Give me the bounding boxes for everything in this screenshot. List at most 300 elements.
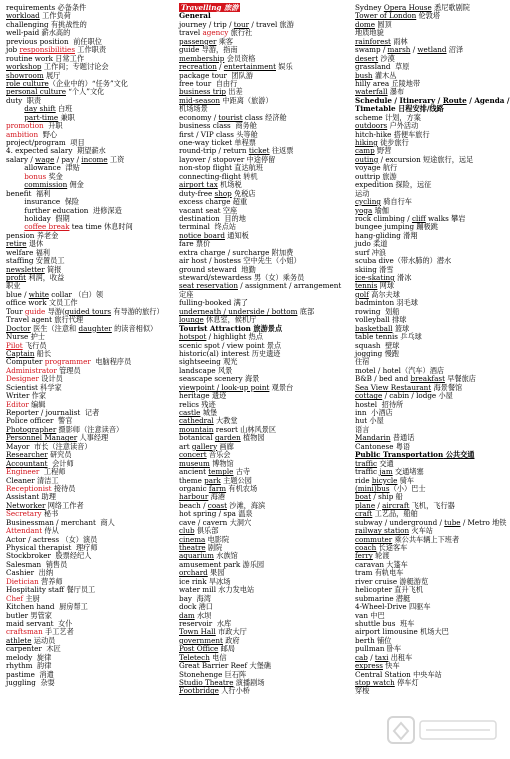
- vocab-text: 电脑程序员: [90, 357, 132, 367]
- vocab-text: breakfast: [410, 374, 445, 384]
- vocab-text: 海景餐馆: [431, 382, 463, 392]
- vocab-text: 机场税: [217, 180, 242, 190]
- vocab-text: insurance 保险: [6, 197, 80, 207]
- vocab-text: volleyball 排球: [355, 315, 407, 325]
- vocab-text: 退休: [26, 239, 44, 249]
- vocab-text: 大教堂: [213, 416, 238, 426]
- vocab-text: 奖金: [46, 171, 63, 181]
- vocab-text: jam: [379, 467, 393, 477]
- vocab-text: workshop: [6, 62, 42, 72]
- vocab-text: caravan 大篷车: [355, 559, 408, 569]
- vocab-text: (mini)bus: [355, 483, 390, 493]
- vocab-text: grassland 草原: [355, 62, 410, 72]
- vocab-text: 演播剧场: [233, 678, 265, 687]
- vocab-text: Cashier 出纳: [6, 568, 54, 578]
- vocab-text: tour: [233, 19, 250, 29]
- vocab-text: Opera House: [383, 3, 432, 12]
- vocab-text: promotion: [6, 121, 44, 131]
- vocab-text: amusement park 游乐园: [179, 559, 265, 569]
- vocab-text: Great Barrier Reef 大堡礁: [179, 661, 272, 671]
- vocab-line: [179, 687, 341, 695]
- vocab-text: package tour 团队游: [179, 70, 254, 80]
- vocab-text: 日程安排/线路: [395, 104, 444, 114]
- vocab-text: shuttle bus 班车: [355, 618, 415, 628]
- vocab-text: mountain: [179, 424, 214, 434]
- vocab-text: 电信: [209, 652, 227, 662]
- vocab-text: temple: [208, 467, 234, 477]
- vocab-text: ice rink 旱冰场: [179, 576, 231, 586]
- vocab-text: / ship 船: [371, 492, 403, 502]
- vocab-text: 野心: [38, 129, 58, 139]
- vocab-text: commuter: [355, 534, 393, 544]
- vocab-line: [355, 181, 505, 189]
- vocab-text: 火车站: [409, 526, 433, 536]
- vocab-text: requirements 必备条件: [6, 3, 87, 12]
- vocab-text: swamp /: [355, 45, 388, 55]
- vocab-text: 骑车: [397, 475, 415, 485]
- vocab-text: routine work 日常工作: [6, 53, 85, 63]
- vocab-text: cinema: [179, 534, 206, 544]
- vocab-text: surf 冲浪: [355, 247, 387, 257]
- vocab-text: Businessman / merchant 商人: [6, 517, 115, 527]
- vocab-text: / pay /: [54, 154, 82, 164]
- vocab-text: excess charge 超重: [179, 197, 248, 207]
- vocab-text: 4. expected salary 期望薪水: [6, 146, 106, 156]
- vocab-text: Attendant: [6, 526, 43, 536]
- vocab-text: motel / hotel（汽车）酒店: [355, 365, 445, 375]
- vocab-text: 公共交通: [443, 450, 475, 460]
- vocab-text: 工程师: [39, 467, 66, 477]
- vocab-text: helicopter 直升飞机: [355, 585, 424, 595]
- vocab-text: Footbridge: [179, 686, 219, 696]
- vocab-text: scenic spot / view point 景点: [179, 340, 282, 350]
- vocab-text: 休息室，候机厅: [203, 315, 257, 325]
- vocab-text: 研究员: [47, 450, 72, 460]
- vocab-text: steward/stewardess 男（女）乘务员: [179, 273, 305, 282]
- vocab-text: ancient: [179, 467, 209, 477]
- vocab-text: passenger: [179, 36, 217, 46]
- vocab-text: Hospitality staff 餐厅员工: [6, 585, 96, 595]
- vocab-text: hot spring / spa 温泉: [179, 509, 253, 519]
- vocab-text: Cantonese 粤语: [355, 441, 411, 451]
- vocab-text: challenging 有挑战性的: [6, 19, 87, 29]
- vocab-text: day shift: [24, 104, 56, 114]
- vocab-text: 旅行社: [228, 28, 253, 38]
- vocab-text: craft: [355, 509, 373, 519]
- vocab-text: van 中巴: [355, 610, 385, 620]
- vocab-text: 政府: [222, 635, 240, 645]
- vocab-text: /: [375, 500, 383, 510]
- vocab-text: Public Transportation: [355, 450, 444, 460]
- vocab-text: Travel agent 旅行代理: [6, 315, 84, 325]
- vocab-text: Designer: [6, 374, 39, 384]
- watermark-logo: [386, 711, 501, 751]
- vocab-text: business trip: [179, 87, 226, 97]
- vocab-text: aquarium: [179, 551, 214, 561]
- vocab-text: journey / trip /: [179, 19, 234, 29]
- vocab-text: further education 进修深造: [6, 205, 122, 215]
- vocab-text: 交通: [377, 458, 394, 468]
- vocab-text: allowance 津贴: [6, 163, 80, 173]
- vocab-text: newsletter: [6, 264, 45, 274]
- vocab-text: terminal 终点站: [179, 222, 237, 232]
- vocab-text: 展厅: [43, 70, 61, 80]
- vocab-text: squash 壁球: [355, 340, 400, 350]
- vocab-text: / highlight 热点: [206, 332, 263, 342]
- vocab-text: 水族馆: [213, 551, 238, 561]
- vocab-text: cab: [355, 652, 368, 662]
- vocab-text: Sea View Restaurant: [355, 382, 432, 392]
- vocab-text: pullman 卧车: [355, 644, 402, 654]
- vocab-text: outtrip 旅游: [355, 171, 397, 181]
- vocab-text: 高尔夫球: [368, 289, 400, 299]
- vocab-text: 剧院: [205, 543, 223, 552]
- vocab-text: Tower of London: [355, 11, 417, 21]
- vocab-text: extra charge / surcharge 附加费: [179, 247, 294, 257]
- vocab-text: （小）巴士: [389, 483, 426, 493]
- vocab-text: outing: [355, 154, 379, 164]
- vocab-text: yoga: [355, 205, 373, 215]
- vocab-text: guided tours: [64, 306, 112, 316]
- vocab-text: 简报: [44, 264, 62, 274]
- vocab-text: reservoir 水库: [179, 618, 232, 628]
- vocab-text: well-paid 薪水高的: [6, 28, 71, 38]
- vocab-text: heritage 遗迹: [179, 391, 227, 401]
- vocab-text: Doctor: [6, 323, 31, 333]
- vocab-text: 篮球: [392, 323, 410, 333]
- vocab-text: park: [204, 475, 221, 485]
- vocab-text: fulling-booked 满了: [179, 298, 248, 308]
- vocab-text: / excursion 短途旅行，远足: [378, 154, 474, 164]
- vocab-text: 灌木丛: [372, 70, 397, 80]
- vocab-text: Sydney: [355, 3, 384, 12]
- vocab-text: 机场场景: [179, 104, 208, 114]
- vocab-text: camp: [355, 146, 375, 156]
- vocab-text: plane: [355, 500, 376, 510]
- vocab-text: cottage: [355, 391, 383, 401]
- vocab-text: 会计师: [47, 458, 74, 468]
- vocab-line: [355, 417, 505, 425]
- vocab-text: commission: [24, 180, 68, 190]
- vocab-text: 野营: [374, 146, 392, 156]
- vocab-text: 升职: [43, 121, 63, 131]
- vocab-text: subway / underground /: [355, 517, 445, 527]
- vocab-text: 雨林: [390, 36, 408, 46]
- vocab-text: lounge: [179, 315, 204, 325]
- vocab-text: holiday 假期: [6, 213, 70, 223]
- vocab-text: salary /: [6, 154, 36, 164]
- vocab-text: voyage 航行: [355, 163, 398, 173]
- vocab-text: layover / stopover 中途停留: [179, 154, 276, 164]
- vocab-text: Writer 作家: [6, 391, 47, 401]
- vocab-text: office work 文员工作: [6, 298, 78, 308]
- vocab-text: tea time 休息时间: [69, 222, 133, 232]
- vocab-text: railway station: [355, 526, 410, 536]
- vocab-text: agency: [202, 28, 229, 38]
- vocab-line: [355, 687, 505, 695]
- vocab-text: destination 目的地: [179, 213, 246, 223]
- vocab-text: rainforest: [355, 36, 391, 46]
- vocab-text: 有导游的旅行）: [111, 306, 164, 316]
- vocab-text: 往返票: [269, 146, 294, 156]
- vocab-text: 长途客车: [376, 543, 408, 552]
- vocab-text: 观景台: [269, 382, 294, 392]
- vocab-line: [355, 350, 505, 358]
- vocab-line: [355, 679, 505, 687]
- vocab-text: Teletech: [179, 652, 210, 662]
- vocab-text: coach: [355, 543, 377, 552]
- vocab-text: Reporter / journalist 记者: [6, 408, 100, 417]
- vocab-text: Nurse 护士: [6, 332, 45, 342]
- vocab-text: juggling 杂耍: [6, 678, 55, 687]
- vocab-line: [6, 274, 168, 282]
- vocab-text: 工作负荷: [39, 11, 71, 21]
- vocab-text: /: [216, 62, 224, 72]
- vocab-text: 早餐旅店: [444, 374, 476, 384]
- vocab-text: Receptionist: [6, 483, 52, 493]
- vocab-text: Kitchen hand 厨房帮工: [6, 602, 88, 612]
- vocab-text: hilly area 丘陵地带: [355, 78, 421, 88]
- vocab-text: stop watch: [355, 678, 395, 687]
- vocab-text: 骑自行车: [380, 197, 412, 207]
- vocab-text: Chef: [6, 593, 24, 603]
- vocab-text: responsibilities: [19, 45, 76, 55]
- vocab-text: job: [6, 45, 20, 55]
- vocab-text: museum: [179, 458, 210, 468]
- vocab-text: melody 旋律: [6, 652, 52, 662]
- vocab-text: （企业中的）“任务”文化: [48, 78, 128, 88]
- vocab-text: 滑冰: [394, 273, 412, 282]
- vocab-column-2: [179, 4, 341, 696]
- vocab-text: air host / hostess 空中先生（小姐）: [179, 256, 301, 266]
- vocab-text: bonus: [24, 171, 47, 181]
- vocab-text: one-way ticket 单程票: [179, 138, 256, 147]
- vocab-text: 乘客: [216, 36, 234, 46]
- vocab-text: tourist: [218, 112, 243, 122]
- vocab-text: 轮渡: [372, 551, 390, 561]
- vocab-text: non-stop flight 直达航班: [179, 163, 264, 173]
- vocab-text: tennis: [355, 281, 378, 291]
- vocab-column-3: [355, 3, 510, 696]
- vocab-text: previous position 前任职位: [6, 36, 102, 46]
- vocab-text: project/program 项目: [6, 138, 85, 147]
- vocab-text: 瑜伽: [372, 205, 389, 215]
- vocab-text: Administrator: [6, 365, 57, 375]
- vocab-text: Tour: [6, 306, 25, 316]
- vocab-text: castle: [179, 408, 201, 417]
- vocab-text: 4-Wheel-Drive 四驱车: [355, 602, 431, 612]
- vocab-text: Route: [442, 95, 467, 105]
- vocab-text: inn 小酒店: [355, 408, 393, 417]
- vocab-text: farm: [208, 483, 227, 493]
- vocab-text: wage: [35, 154, 55, 164]
- vocab-text: Networker: [6, 500, 46, 510]
- vocab-text: / cabin / lodge 小屋: [382, 391, 453, 401]
- vocab-text: Timetable: [355, 104, 396, 114]
- vocab-text: / Agenda /: [466, 95, 510, 105]
- vocab-text: rock climbing /: [355, 213, 412, 223]
- vocab-text: white: [28, 289, 50, 299]
- vocab-text: viewpoint / look-up point: [179, 382, 270, 392]
- vocab-text: airport limousine 机场大巴: [355, 627, 449, 637]
- vocab-text: theme: [179, 475, 205, 485]
- vocab-text: ambition: [6, 129, 39, 139]
- vocab-text: art: [179, 441, 192, 451]
- vocab-text: benefit 福利: [6, 188, 51, 198]
- vocab-text: 沼泽: [446, 45, 464, 55]
- vocab-text: Captain: [6, 348, 35, 358]
- vocab-text: Tourist Attraction: [179, 323, 251, 333]
- vocab-text: profit: [6, 273, 27, 282]
- vocab-text: cliff: [412, 213, 426, 223]
- vocab-text: 手工艺者: [42, 627, 74, 637]
- vocab-text: 有机农场: [226, 483, 258, 493]
- vocab-text: 海港: [208, 492, 226, 502]
- vocab-text: “个人”文化: [65, 87, 105, 97]
- vocab-text: 市政大厅: [215, 627, 247, 637]
- vocab-text: Editor: [6, 399, 29, 409]
- vocab-text: class 经济舱: [242, 112, 287, 122]
- vocab-text: 飞行员: [22, 340, 47, 350]
- vocab-text: 运动员: [31, 635, 56, 645]
- vocab-text: 住宿: [355, 357, 370, 367]
- vocab-text: ice-skating: [355, 273, 395, 282]
- vocab-text: 利润，收益: [26, 273, 65, 282]
- vocab-text: tube: [444, 517, 461, 527]
- vocab-text: Stonehenge 巨石阵: [179, 669, 247, 679]
- vocab-text: 侍从: [42, 526, 59, 536]
- vocab-text: tram 有轨电车: [355, 568, 404, 578]
- vocab-text: part-time: [24, 112, 59, 122]
- vocab-text: 徒步旅行: [377, 138, 409, 147]
- vocab-text: Engineer: [6, 467, 40, 477]
- vocab-text: 运动: [355, 188, 370, 198]
- vocab-text: 瀑布: [387, 87, 405, 97]
- vocab-text: concert: [179, 450, 207, 460]
- vocab-text: club: [179, 526, 195, 536]
- vocab-text: 兼职: [58, 112, 75, 122]
- vocab-text: 旅游景点: [250, 323, 283, 333]
- vocab-text: 植物园: [240, 433, 265, 443]
- vocab-text: 圆顶: [375, 19, 392, 29]
- vocab-text: 医生（注意和: [30, 323, 79, 333]
- vocab-text: 编辑: [28, 399, 46, 409]
- vocab-text: / Metro 地铁: [460, 517, 507, 527]
- vocab-text: connecting-flight 转机: [179, 171, 258, 181]
- vocab-text: express: [355, 661, 383, 671]
- vocab-text: 邮局: [218, 644, 235, 654]
- vocab-text: 快车: [382, 661, 400, 671]
- vocab-text: river cruise 游艇游览: [355, 576, 429, 586]
- vocab-text: hotspot: [179, 332, 207, 342]
- vocab-text: maid servant 女仆: [6, 618, 73, 628]
- vocab-text: 管理员: [56, 365, 81, 375]
- vocab-text: Cleaner 清洁工: [6, 475, 59, 485]
- vocab-text: 摄影师（注意读音）: [56, 424, 124, 434]
- vocab-text: hang-gliding 滑翔: [355, 230, 418, 240]
- vocab-text: boat: [355, 492, 372, 502]
- vocab-text: General: [179, 11, 211, 21]
- vocab-text: 电影院: [205, 534, 230, 544]
- vocab-text: hitch-hike 搭便车旅行: [355, 129, 430, 139]
- vocab-text: 画廊: [217, 441, 234, 451]
- vocab-text: berth 铺位: [355, 635, 392, 645]
- vocab-text: walks 攀岩: [425, 213, 466, 223]
- vocab-text: first / VIP class 头等舱: [179, 129, 258, 139]
- vocab-text: wetland: [417, 45, 447, 55]
- vocab-text: rhythm 韵律: [6, 661, 52, 671]
- vocab-text: Mandarin: [355, 433, 391, 443]
- vocab-text: dam: [179, 610, 195, 620]
- vocab-text: 的读音相似）: [111, 323, 158, 333]
- vocab-text: 工艺品，船舶: [372, 509, 418, 519]
- vocab-text: membership: [179, 53, 225, 63]
- vocab-text: Actor / actress （女）演员: [6, 534, 98, 544]
- vocab-text: aircraft: [382, 500, 410, 510]
- vocab-text: Secretary: [6, 509, 42, 519]
- vocab-text: Photographer: [6, 424, 57, 434]
- vocab-text: 通知板: [224, 230, 249, 240]
- vocab-text: 音乐会: [206, 450, 231, 460]
- vocab-text: dock 港口: [179, 602, 213, 612]
- vocab-text: Accountant: [6, 458, 48, 468]
- vocab-text: badminton 羽毛球: [355, 298, 418, 308]
- vocab-text: staffing 安置员工: [6, 256, 65, 266]
- vocab-text: underneath / underside / bottom: [179, 306, 298, 316]
- vocab-text: 伦敦塔: [416, 11, 441, 21]
- vocab-text: notice board: [179, 230, 225, 240]
- vocab-text: bungee jumping 蹦极跳: [355, 222, 438, 232]
- vocab-line: [179, 282, 341, 290]
- vocab-text: 地质地貌: [355, 28, 384, 38]
- vocab-text: B&B / bed and: [355, 374, 411, 384]
- vocab-text: fare 票价: [179, 239, 211, 249]
- vocab-text: taxi: [374, 652, 389, 662]
- vocab-text: /: [367, 652, 375, 662]
- vocab-text: sightseeing 观光: [179, 357, 238, 367]
- vocab-text: 出差: [226, 87, 243, 97]
- vocab-text: expedition 探险，远征: [355, 180, 432, 190]
- vocab-text: harbour: [179, 492, 209, 502]
- vocab-text: 飞机，飞行器: [409, 500, 455, 510]
- vocab-text: Assistant 助理: [6, 492, 56, 502]
- vocab-text: 普通话: [390, 433, 415, 443]
- vocab-text: rowing 划船: [355, 306, 400, 316]
- vocab-text: organic: [179, 483, 209, 493]
- vocab-text: guide: [24, 306, 46, 316]
- vocab-text: carpenter 木匠: [6, 644, 61, 654]
- vocab-text: submarine 潜艇: [355, 593, 411, 603]
- vocab-text: 沙漠: [378, 53, 395, 63]
- vocab-text: 沙滩，海滨: [227, 500, 266, 510]
- vocab-text: 职业: [6, 281, 21, 291]
- vocab-text: gallery: [191, 441, 218, 451]
- vocab-text: 果园: [207, 568, 225, 578]
- vocab-text: 白班: [55, 104, 73, 114]
- vocab-text: airport tax: [179, 180, 218, 190]
- vocab-text: pension 养老金: [6, 230, 59, 240]
- vocab-text: recreation: [179, 62, 217, 72]
- vocab-text: showroom: [6, 70, 44, 80]
- vocab-text: waterfall: [355, 87, 388, 97]
- vocab-text: mid-season: [179, 95, 221, 105]
- vocab-text: 设计员: [38, 374, 63, 384]
- vocab-text: Mayor 市长（注意读音）: [6, 441, 92, 451]
- vocab-text: 娱乐: [276, 62, 293, 72]
- vocab-text: 底部: [297, 306, 315, 316]
- vocab-text: ride: [355, 475, 372, 485]
- vocab-text: scheme 计划，方案: [355, 112, 421, 122]
